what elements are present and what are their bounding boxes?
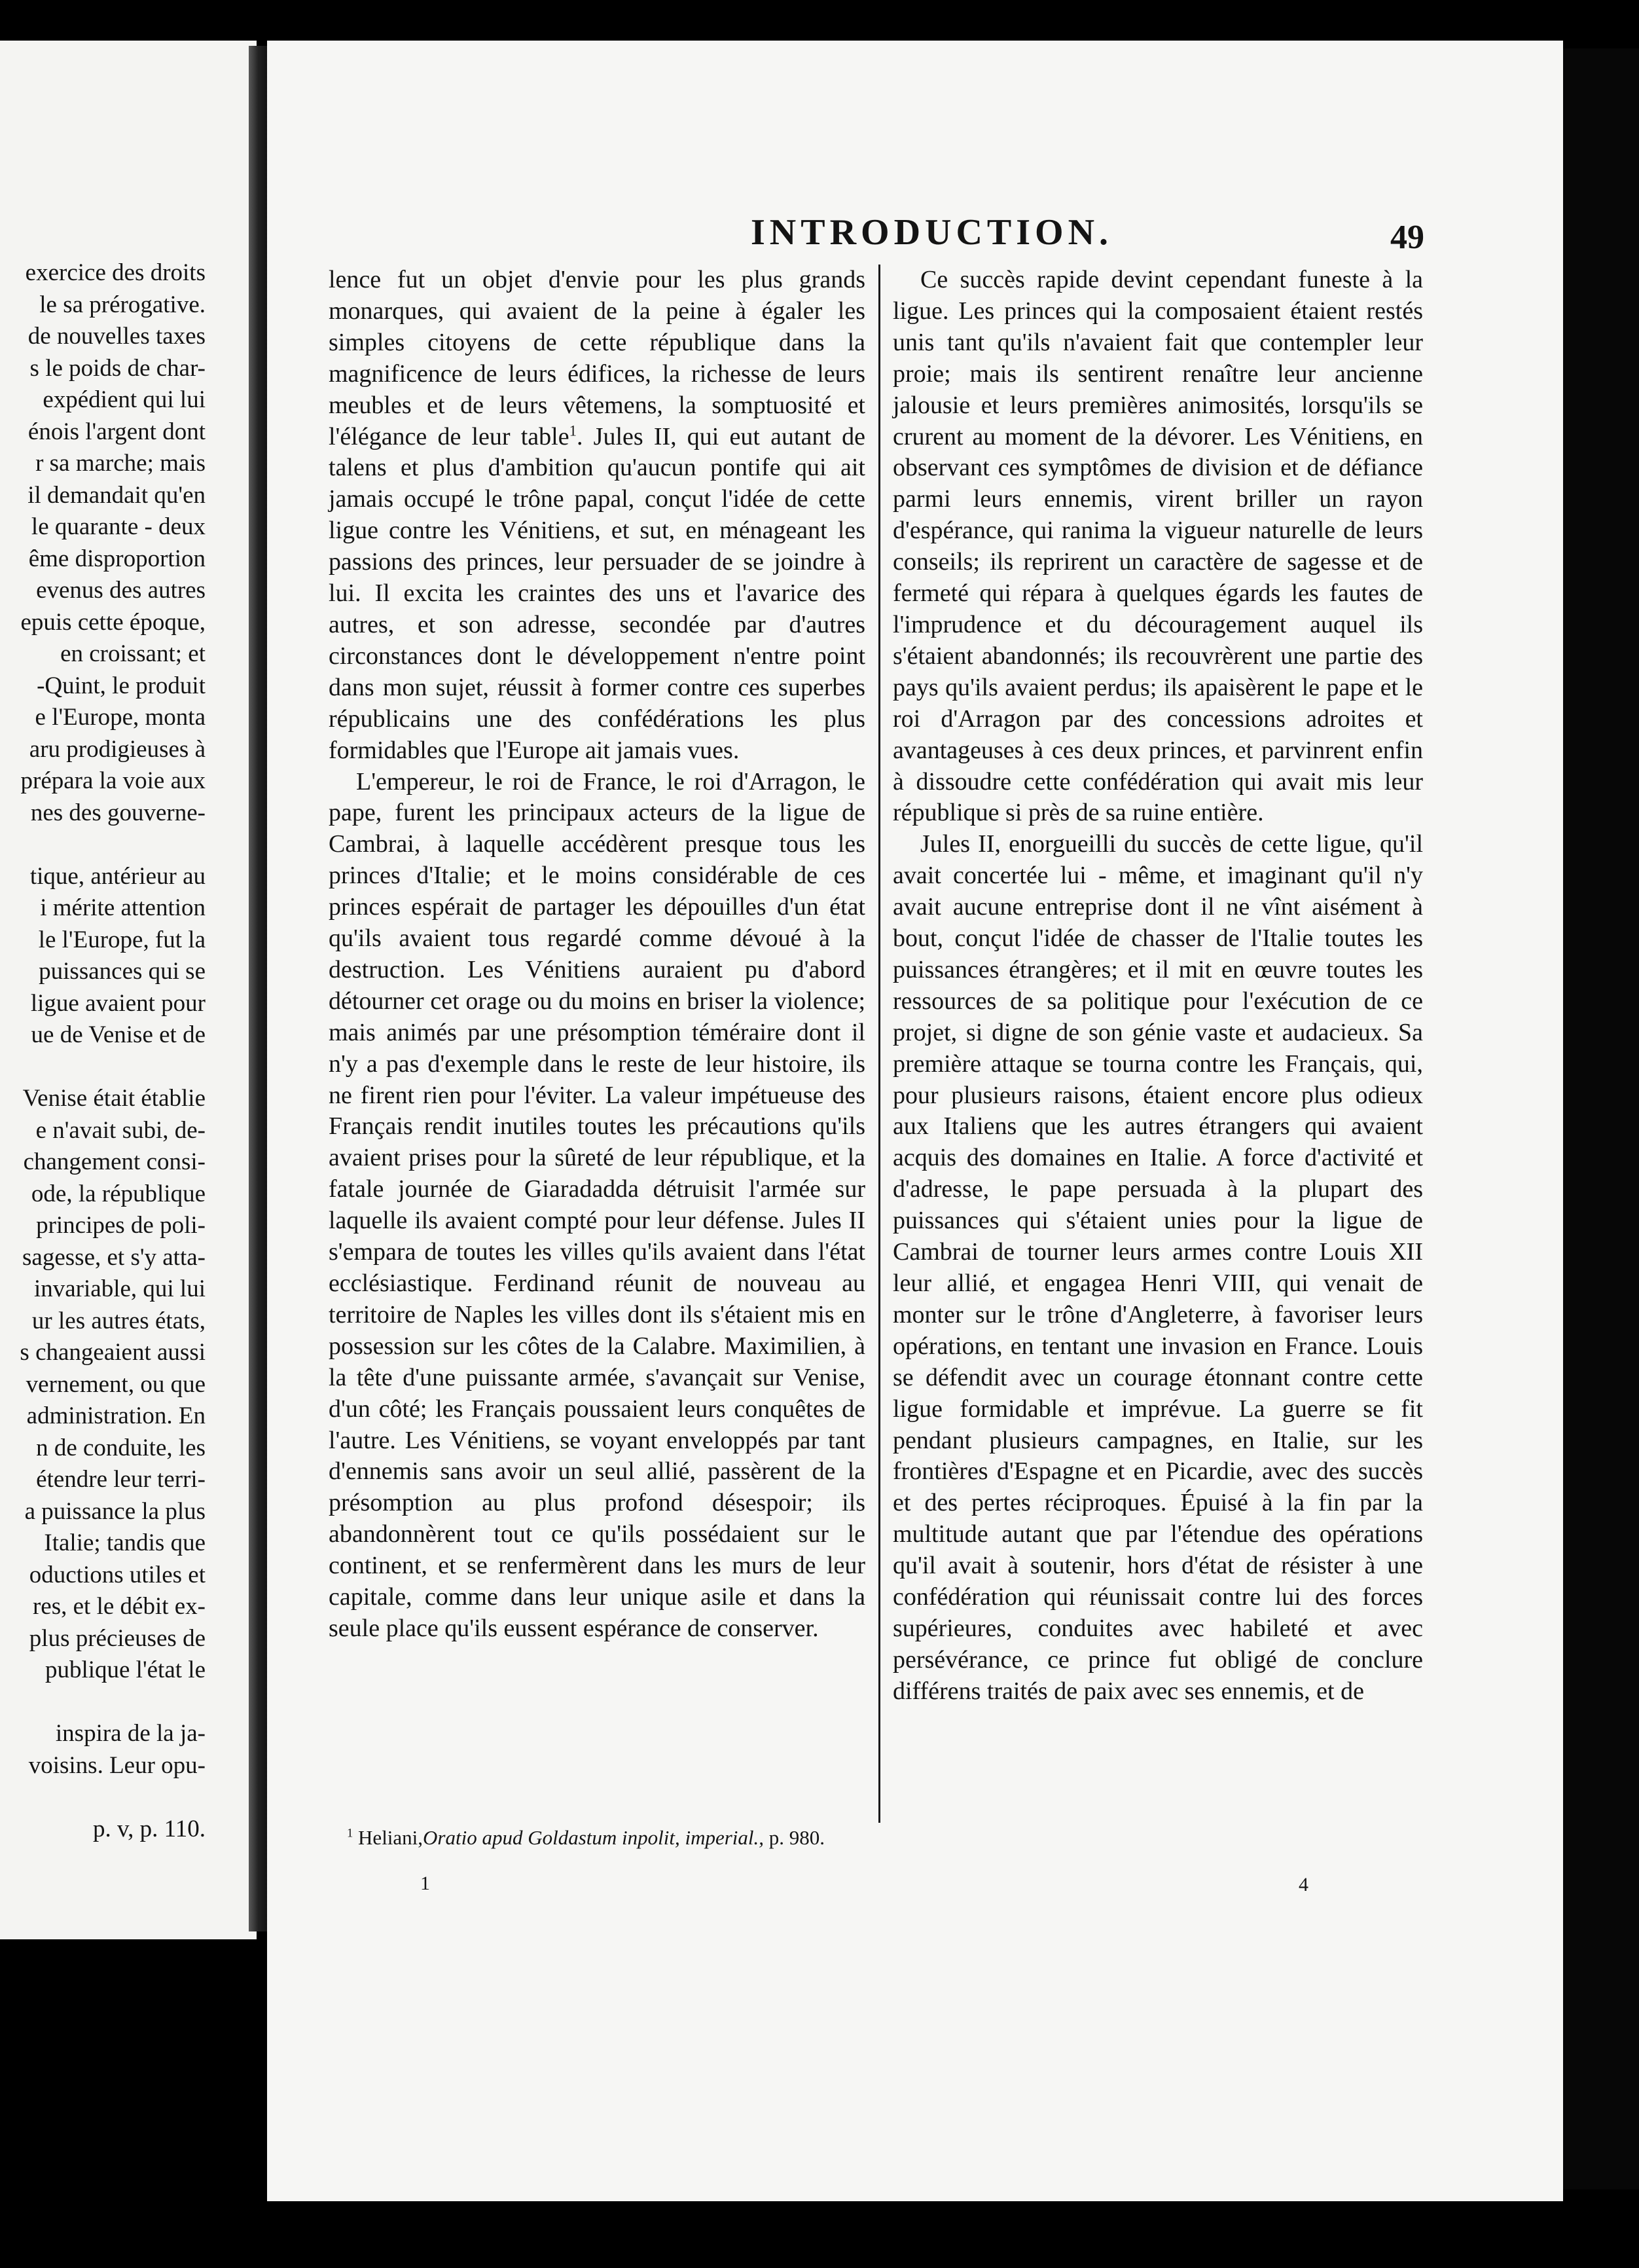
- left-page-line: i mérite attention: [40, 894, 206, 921]
- left-page-line: r sa marche; mais: [35, 450, 206, 477]
- left-page-line: publique l'état le: [45, 1656, 206, 1683]
- left-page-line: inspira de la ja-: [55, 1720, 206, 1747]
- left-page-line: expédient qui lui: [43, 386, 206, 413]
- left-page-line: plus précieuses de: [29, 1624, 206, 1652]
- left-page-line: le quarante - deux: [31, 513, 206, 540]
- left-page-line: p. v, p. 110.: [93, 1815, 206, 1842]
- footnote-text: [329, 1825, 865, 1850]
- signature-mark-left: 1: [420, 1873, 430, 1894]
- left-page-line: oductions utiles et: [29, 1561, 206, 1588]
- signature-mark-right: 4: [1299, 1874, 1308, 1895]
- left-page-line: sagesse, et s'y atta-: [22, 1243, 206, 1271]
- left-page-line: ur les autres états,: [31, 1307, 206, 1334]
- left-page-line: étendre leur terri-: [36, 1466, 206, 1493]
- page-number: 49: [1390, 219, 1424, 256]
- left-page-line: énois l'argent dont: [27, 418, 206, 445]
- left-page-line: en croissant; et: [60, 640, 206, 667]
- left-page-line: puissances qui se: [39, 958, 206, 985]
- left-page-line: changement consi-: [23, 1148, 206, 1175]
- footnote-marker: 1: [347, 1826, 353, 1840]
- left-page-line: administration. En: [26, 1402, 206, 1429]
- paragraph: L'empereur, le roi de France, le roi d'Arragon, le pape, furent les principaux acteurs de la ligue de Cambrai, à laquelle accédèrent presque tous les princes d'Italie; et le moins considérable de ces princes espérait de partager les dépouilles d'un état qu'ils avaient tous regardé comme dévoué à la destruction. Les Vénitiens auraient pu d'abord détourner cet orage ou du moins en briser la violence; mais animés par une présomption téméraire dont il n'y a pas d'exemple dans le reste de leur histoire, ils ne firent rien pour l'éviter. La valeur impétueuse des Français rendit inutiles toutes les précautions qu'ils avaient prises pour la sûreté de leur république, et la fatale journée de Giaradadda détruisit l'armée sur laquelle ils avaient compté pour leur défense. Jules II s'empara de toutes les villes qu'ils avaient dans l'état ecclésiastique. Ferdinand réunit de nouveau au territoire de Naples les villes dont ils s'étaient mis en possession sur les côtes de la Calabre. Maximilien, à la tête d'une puissante armée, s'avançait sur Venise, d'un côté; les Français poussaient leurs conquêtes de l'autre. Les Vénitiens, se voyant enveloppés par tant d'ennemis sans avoir un seul allié, passèrent de la présomption au plus profond désespoir; ils abandonnèrent tout ce qu'ils possédaient sur le continent, et se renfermèrent dans les murs de leur capitale, comme dans leur unique asile et dans la seule place qu'ils eussent espérance de conserver.: [329, 767, 865, 1642]
- footnote-page: p. 980.: [768, 1826, 825, 1849]
- footnote-reference: 1: [569, 422, 577, 439]
- left-page-line: le sa prérogative.: [39, 291, 206, 318]
- left-page-line: principes de poli-: [36, 1212, 206, 1239]
- paragraph: [329, 265, 865, 767]
- footnote: [329, 1825, 865, 1850]
- left-page-line: s le poids de char-: [29, 354, 206, 382]
- left-page-line: evenus des autres: [36, 577, 206, 604]
- left-page-line: ême disproportion: [28, 545, 206, 572]
- footnote-author: Heliani,: [358, 1826, 423, 1849]
- paragraph: Ce succès rapide devint cependant funeste à la ligue. Les princes qui la composaient étaient restés unis tant qu'ils n'avaient fait que contempler leur proie; mais ils sentirent renaître leur ancienne jalousie et leurs premières animosités, lorsqu'ils se crurent au moment de la dévorer. Les Vénitiens, en observant ces symptômes de division et de défiance parmi leurs ennemis, virent briller un rayon d'espérance, qui ranima la vigueur naturelle de leurs conseils; ils reprirent un caractère de sagesse et de fermeté qui répara à quelques égards les fautes de l'imprudence et du découragement auquel ils s'étaient abandonnés; ils recouvrèrent une partie des pays qu'ils avaient perdus; ils apaisèrent le pape et le roi d'Arragon par des concessions adroites et avantageuses à ces deux princes, et parvinrent enfin à dissoudre cette confédération qui avait mis leur république si près de sa ruine entière.: [893, 266, 1423, 827]
- left-page-line: il demandait qu'en: [27, 481, 206, 509]
- left-page-line: Venise était établie: [22, 1085, 206, 1112]
- left-page-line: voisins. Leur opu-: [28, 1751, 206, 1779]
- left-page-fragment: [0, 41, 257, 1939]
- left-page-line: res, et le débit ex-: [32, 1593, 206, 1620]
- column-rule: [878, 265, 880, 1823]
- text-column-right: [893, 265, 1423, 1708]
- left-page-line: tique, antérieur au: [29, 862, 206, 890]
- left-page-line: ode, la république: [31, 1180, 206, 1207]
- left-page-line: s changeaient aussi: [20, 1339, 206, 1366]
- left-page-line: a puissance la plus: [24, 1497, 206, 1525]
- left-page-line: aru prodigieuses à: [29, 735, 206, 763]
- left-page-line: n de conduite, les: [36, 1434, 206, 1461]
- paragraph-text: lence fut un objet d'envie pour les plus grands monarques, qui avaient de la peine à égaler les simples citoyens de cette république dans la magnificence de leurs édifices, la richesse de leurs meubles et de leurs vêtemens, la somptuosité et l'élégance de leur table: [329, 266, 865, 450]
- footnote-title: Oratio apud Goldastum inpolit, imperial.,: [423, 1826, 765, 1849]
- text-column-left: [329, 265, 865, 1645]
- left-page-line: ligue avaient pour: [30, 989, 206, 1017]
- left-page-line: le l'Europe, fut la: [38, 926, 206, 953]
- paragraph-text: . Jules II, qui eut autant de talens et plus d'ambition qu'aucun pontife qui ait jamais occupé le trône papal, conçut l'idée de cette ligue contre les Vénitiens, et sut, en ménageant les passions des princes, leur persuader de se joindre à lui. Il excita les craintes des uns et l'avarice des autres, et son adresse, secondée par d'autres circonstances dont le développement n'entre point dans mon sujet, réussit à former contre ces superbes républicains une des confédérations les plus formidables que l'Europe ait jamais vues.: [329, 422, 865, 764]
- left-page-line: e l'Europe, monta: [35, 704, 206, 731]
- left-page-line: e n'avait subi, de-: [35, 1116, 206, 1144]
- page-edge-shadow: [1563, 48, 1639, 2189]
- left-page-line: ue de Venise et de: [31, 1021, 206, 1048]
- left-page-line: epuis cette époque,: [20, 608, 206, 636]
- left-page-line: nes des gouverne-: [30, 799, 206, 826]
- left-page-line: -Quint, le produit: [37, 672, 206, 699]
- running-title: INTRODUCTION.: [751, 212, 1113, 253]
- left-page-line: invariable, qui lui: [33, 1275, 206, 1302]
- left-page-line: vernement, ou que: [26, 1370, 206, 1398]
- left-page-line: prépara la voie aux: [20, 767, 206, 794]
- left-page-line: Italie; tandis que: [44, 1529, 206, 1556]
- left-page-line: de nouvelles taxes: [27, 323, 206, 350]
- paragraph: Jules II, enorgueilli du succès de cette ligue, qu'il avait concertée lui - même, et imaginant qu'il n'y avait aucune entreprise dont il ne vînt aisément à bout, conçut l'idée de chasser de l'Italie toutes les puissances étrangères; et il mit en œuvre toutes les ressources de sa politique pour l'exécution de ce projet, si digne de son génie vaste et audacieux. Sa première attaque se tourna contre les Français, qui, pour plusieurs raisons, étaient encore plus odieux aux Italiens que les autres étrangers qui avaient acquis des domaines en Italie. A force d'activité et d'adresse, le pape persuada à la plupart des puissances qui s'étaient unies pour la ligue de Cambrai de tourner leurs armes contre Louis XII leur allié, et engagea Henri VIII, qui venait de monter sur le trône d'Angleterre, à favoriser leurs opérations, en tentant une invasion en France. Louis se défendit avec un courage étonnant contre cette ligue formidable et imprévue. La guerre se fit pendant plusieurs campagnes, en Italie, sur les frontières d'Espagne et en Picardie, avec des succès et des pertes réciproques. Épuisé à la fin par la multitude autant que par l'étendue des opérations qu'il avait à soutenir, hors d'état de résister à une confédération qui réunissait contre lui des forces supérieures, conduites avec habileté et avec persévérance, ce prince fut obligé de conclure différens traités de paix avec ses ennemis, et de: [893, 830, 1423, 1705]
- left-page-line: exercice des droits: [25, 259, 206, 286]
